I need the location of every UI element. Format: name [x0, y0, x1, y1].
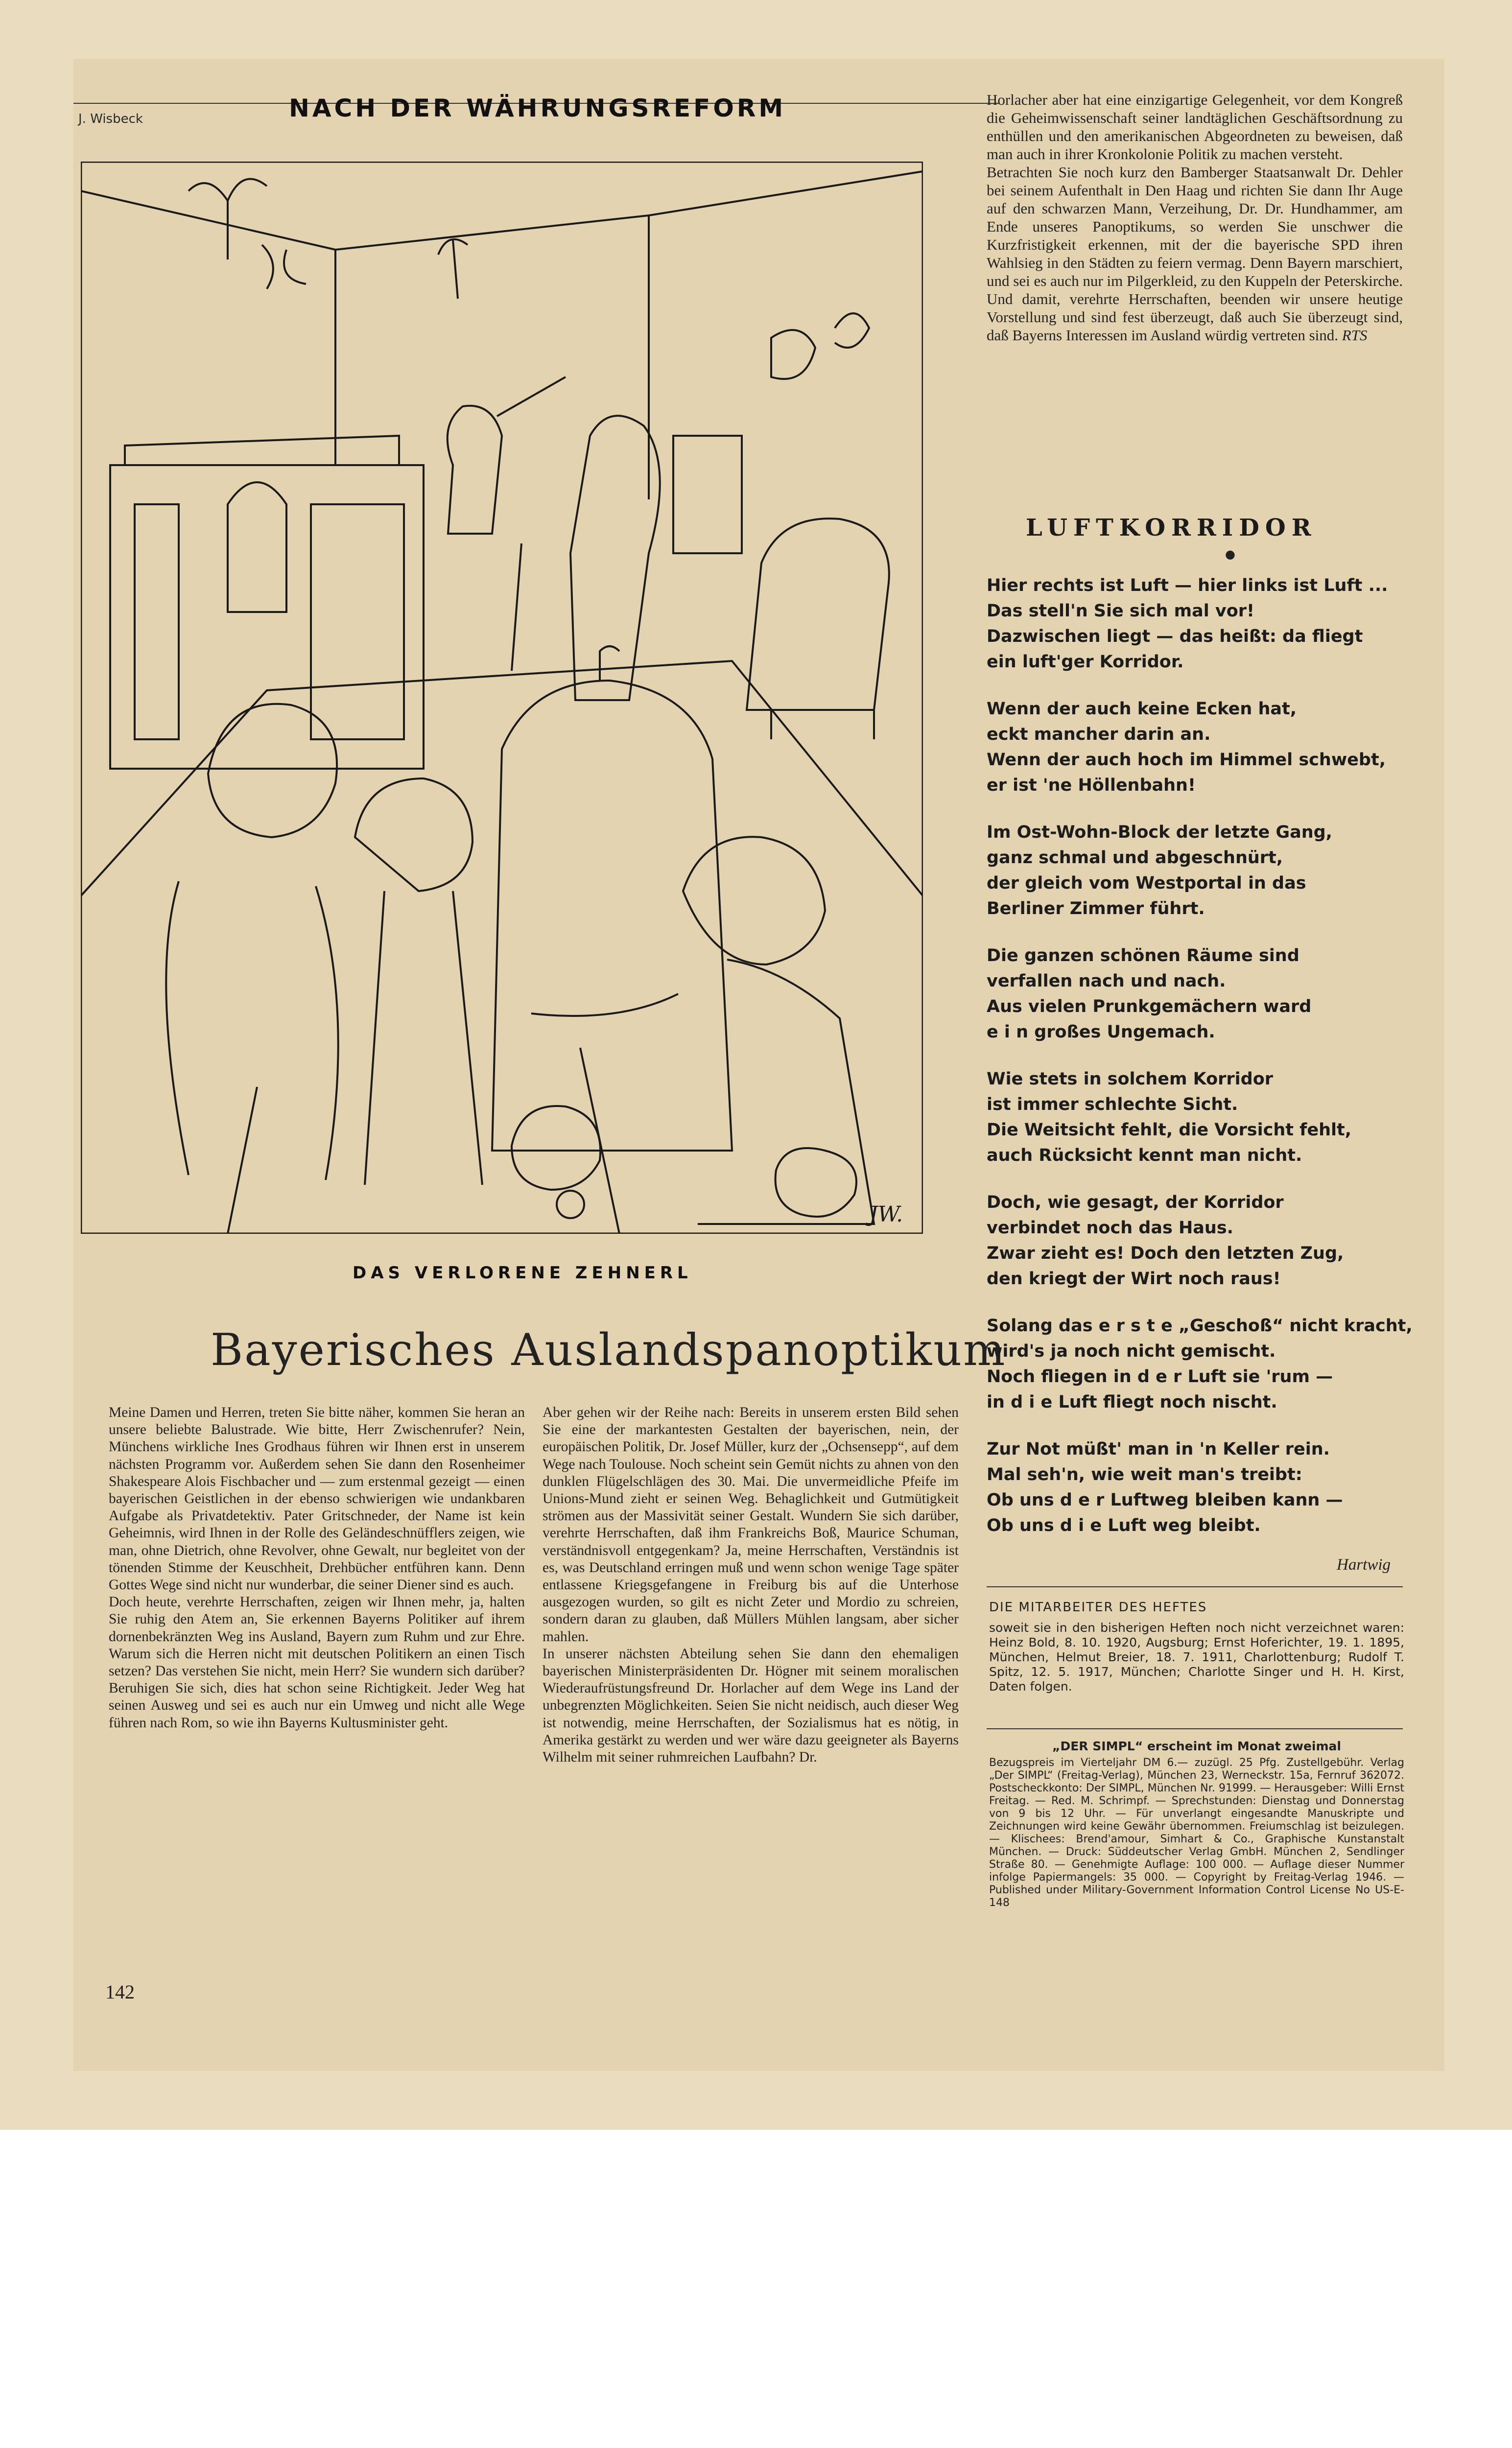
article-paragraph: In unserer nächsten Abteilung sehen Sie dann den ehemaligen bayerischen Ministerpräsidenten Dr. Högner mit seinem moralischen Wiederaufrüstungsfreund Dr. Horlacher auf dem Wege ins Land der unbegrenzten Möglichkeiten. Seien Sie nicht neidisch, auch dieser Weg ist notwendig, meine Herrschaften, der Sozialismus hat es nötig, in Amerika gestärkt zu werden und wer wäre dazu geeigneter als Bayerns Wilhelm mit seiner ruhmreichen Laufbahn? Dr. [543, 1646, 959, 1765]
poem-line: eckt mancher darin an. [987, 725, 1211, 744]
contributors-text: soweit sie in den bisherigen Heften noch nicht verzeichnet waren: Heinz Bold, 8. 10. 1920, Augsburg; Ernst Hoferichter, 19. 1. 1895, München, Helmut Breier, 18. 7. 1911, Charlottenburg; Rudolf T. Spitz, 12. 5. 1917, München; Charlotte Singer und H. H. Kirst, Daten folgen. [989, 1621, 1404, 1694]
page-number: 142 [105, 1981, 135, 2003]
article-paragraph: Horlacher aber hat eine einzigartige Gelegenheit, vor dem Kongreß die Geheimwissenschaft seiner landtäglichen Geschäftsordnung zu enthüllen und den amerikanischen Abgeordneten zu beweisen, daß man auch in ihrer Kronkolonie Politik zu machen versteht. [987, 91, 1403, 163]
poem-line: Mal seh'n, wie weit man's treibt: [987, 1465, 1302, 1484]
article-paragraph: Doch heute, verehrte Herrschaften, zeigen wir Ihnen mehr, ja, halten Sie ruhig den Atem an, Sie erkennen Bayerns Politiker auf ihrem dornenbekränzten Weg ins Ausland, Bayern zum Ruhm und zur Ehre. Warum sich die Herren nicht mit deutschen Politikern an einen Tisch setzen? Das verstehen Sie nicht, mein Herr? Sie wundern sich darüber? Beruhigen Sie sich, dies hat schon seine Richtigkeit. Jeder Weg hat seinen Ausweg und sei es auch nur ein Umweg und nicht alle Wege führen nach Rom, so wie ihn Bayerns Kultusminister geht. [109, 1594, 525, 1731]
poem-stanza [987, 1313, 1413, 1415]
poem-line: Noch fliegen in d e r Luft sie 'rum — [987, 1367, 1333, 1387]
article-signature: RTS [1342, 327, 1368, 344]
poem-line: Im Ost-Wohn-Block der letzte Gang, [987, 823, 1332, 842]
cartoon-illustration [81, 162, 923, 1234]
article-title: Bayerisches Auslandspanoptikum [211, 1324, 1007, 1376]
digitization-footer [0, 2130, 1512, 2284]
cartoon-caption: DAS VERLORENE ZEHNERL [353, 1263, 692, 1283]
cartoon-signature: JW. [869, 1202, 903, 1227]
poem-line: auch Rücksicht kennt man nicht. [987, 1146, 1302, 1165]
poem-line: Aus vielen Prunkgemächern ward [987, 997, 1312, 1016]
article-column-2 [543, 1404, 959, 1766]
poem-line: Solang das e r s t e „Geschoß“ nicht kracht, [987, 1316, 1413, 1336]
poem-line: Berliner Zimmer führt. [987, 899, 1205, 918]
poem-line: ist immer schlechte Sicht. [987, 1095, 1238, 1114]
poem-line: Doch, wie gesagt, der Korridor [987, 1193, 1284, 1212]
article-paragraph: Meine Damen und Herren, treten Sie bitte näher, kommen Sie heran an unsere beliebte Balustrade. Wie bitte, Herr Zwischenrufer? Nein, Münchens wirkliche Ines Grodhaus führen wir Ihnen erst in unserem nächsten Programm vor. Außerdem sehen Sie dann den Rosenheimer Shakespeare Alois Fischbacher und — zum erstenmal gezeigt — einen bayerischen Geistlichen in der ebenso schwierigen wie undankbaren Aufgabe als Privatdetektiv. Pater Gritschneder, der Name ist kein Geheimnis, wird Ihnen in der Rolle des Geländeschnüfflers zeigen, wie man, ohne Dietrich, ohne Revolver, ohne Gewalt, nur begleitet von der tönenden Stimme der Keuschheit, Drehbücher entführen kann. Denn Gottes Wege sind nicht nur wunderbar, die seiner Diener sind es auch. [109, 1405, 525, 1593]
poem-line: Wenn der auch hoch im Himmel schwebt, [987, 750, 1386, 770]
poem-line: verfallen nach und nach. [987, 971, 1226, 991]
cartoon-title: NACH DER WÄHRUNGSREFORM [289, 94, 786, 122]
poem-stanza [987, 820, 1403, 921]
poem-line: der gleich vom Westportal in das [987, 873, 1306, 893]
imprint-text: Bezugspreis im Vierteljahr DM 6.— zuzügl. 25 Pfg. Zustellgebühr. Verlag „Der SIMPL“ (Freitag-Verlag), München 23, Werneckstr. 15a, Fernruf 362072. Postscheckkonto: Der SIMPL, München Nr. 91999. — Herausgeber: Willi Ernst Freitag. — Red. M. Schrimpf. — Sprechstunden: Dienstag und Donnerstag von 9 bis 12 Uhr. — Für unverlangt eingesandte Manuskripte und Zeichnungen wird keine Gewähr übernommen. Freiumschlag ist beizulegen. — Klischees: Brend'amour, Simhart & Co., Graphische Kunstanstalt München. — Druck: Süddeutscher Verlag GmbH. München 2, Sendlinger Straße 80. — Genehmigte Auflage: 100 000. — Auflage dieser Nummer infolge Papiermangels: 35 000. — Copyright by Freitag-Verlag 1946. — Published under Military-Government Information Control License No US-E-148 [989, 1757, 1404, 1909]
poem-line: er ist 'ne Höllenbahn! [987, 776, 1196, 795]
poem-line: Hier rechts ist Luft — hier links ist Luft ... [987, 576, 1388, 595]
poem-line: Wenn der auch keine Ecken hat, [987, 699, 1297, 719]
poem-line: wird's ja noch nicht gemischt. [987, 1342, 1276, 1361]
poem-ornament: ● [1225, 547, 1235, 561]
poem-title: LUFTKORRIDOR [1026, 514, 1317, 541]
poem-stanza [987, 1066, 1403, 1168]
poem-line: ganz schmal und abgeschnürt, [987, 848, 1283, 868]
poem-line: Die ganzen schönen Räume sind [987, 946, 1299, 965]
poem-line: den kriegt der Wirt noch raus! [987, 1269, 1281, 1289]
poem-stanza [987, 573, 1403, 675]
poem-stanza [987, 696, 1403, 798]
poem-stanza [987, 1190, 1403, 1292]
poem-line: Die Weitsicht fehlt, die Vorsicht fehlt, [987, 1120, 1352, 1140]
poem-line: ein luft'ger Korridor. [987, 652, 1184, 672]
poem-line: Zwar zieht es! Doch den letzten Zug, [987, 1244, 1344, 1263]
poem-line: Wie stets in solchem Korridor [987, 1069, 1274, 1089]
article-paragraph: Aber gehen wir der Reihe nach: Bereits in unserem ersten Bild sehen Sie eine der markantesten Gestalten der bayerischen, nein, der europäischen Politik, Dr. Josef Müller, kurz der „Ochsensepp“, auf dem Wege nach Toulouse. Noch scheint sein Gemüt nichts zu ahnen von den dunklen Flügelschlägen des 30. Mai. Die unvermeidliche Pfeife im Unions-Mund zieht er seinen Weg. Behaglichkeit und Gutmütigkeit strömen aus der Massivität seiner Gestalt. Wundern Sie sich darüber, verehrte Herrschaften, daß ihm Frankreichs Boß, Maurice Schuman, verständnisvoll entgegenkam? Ja, meine Herrschaften, Verständnis ist es, was Deutschland erringen muß und wenn schon wenige Tage später entlassene Kriegsgefangene in Freiburg bis auf die Unterhose ausgezogen wurden, so gilt es nicht Zeter und Mordio zu schreien, sondern daran zu glauben, daß Müllers Mühlen langsam, aber sicher mahlen. [543, 1405, 959, 1645]
poem-line: Zur Not müßt' man in 'n Keller rein. [987, 1439, 1330, 1459]
poem-stanza [987, 1436, 1403, 1538]
contributors-title: DIE MITARBEITER DES HEFTES [989, 1600, 1207, 1615]
section-rule [987, 1586, 1403, 1587]
section-rule [987, 1728, 1403, 1729]
poem-line: Ob uns d e r Luftweg bleiben kann — [987, 1490, 1343, 1510]
article-paragraph: Betrachten Sie noch kurz den Bamberger Staatsanwalt Dr. Dehler bei seinem Aufenthalt in Den Haag und richten Sie dann Ihr Auge auf den schwarzen Mann, Verzeihung, Dr. Dr. Hundhammer, am Ende unseres Panoptikums, so werden Sie unschwer die Kurzfristigkeit erkennen, mit der die bayerische SPD ihren Wahlsieg in den Städten zu feiern vermag. Denn Bayern marschiert, und sei es auch nur im Pilgerkleid, zu den Kuppeln der Peterskirche. Und damit, verehrte Herrschaften, beenden wir unsere heutige Vorstellung und sind fest überzeugt, daß auch Sie überzeugt sind, daß Bayerns Interessen im Ausland würdig vertreten sind. RTS [987, 164, 1403, 344]
article-column-1 [109, 1404, 525, 1732]
imprint-title: „DER SIMPL“ erscheint im Monat zweimal [1052, 1739, 1341, 1753]
cartoon-author: J. Wisbeck [78, 112, 143, 126]
poem-line: Das stell'n Sie sich mal vor! [987, 601, 1254, 621]
poem-body [987, 573, 1413, 1560]
poem-line: Ob uns d i e Luft weg bleibt. [987, 1516, 1261, 1535]
poem-stanza [987, 943, 1403, 1045]
article-column-3 [987, 91, 1403, 344]
poem-line: verbindet noch das Haus. [987, 1218, 1233, 1238]
cartoon-frame [81, 162, 923, 1234]
poem-line: Dazwischen liegt — das heißt: da fliegt [987, 627, 1363, 646]
poem-line: e i n großes Ungemach. [987, 1022, 1215, 1042]
poem-line: in d i e Luft fliegt noch nischt. [987, 1392, 1277, 1412]
poem-author: Hartwig [1337, 1556, 1391, 1574]
